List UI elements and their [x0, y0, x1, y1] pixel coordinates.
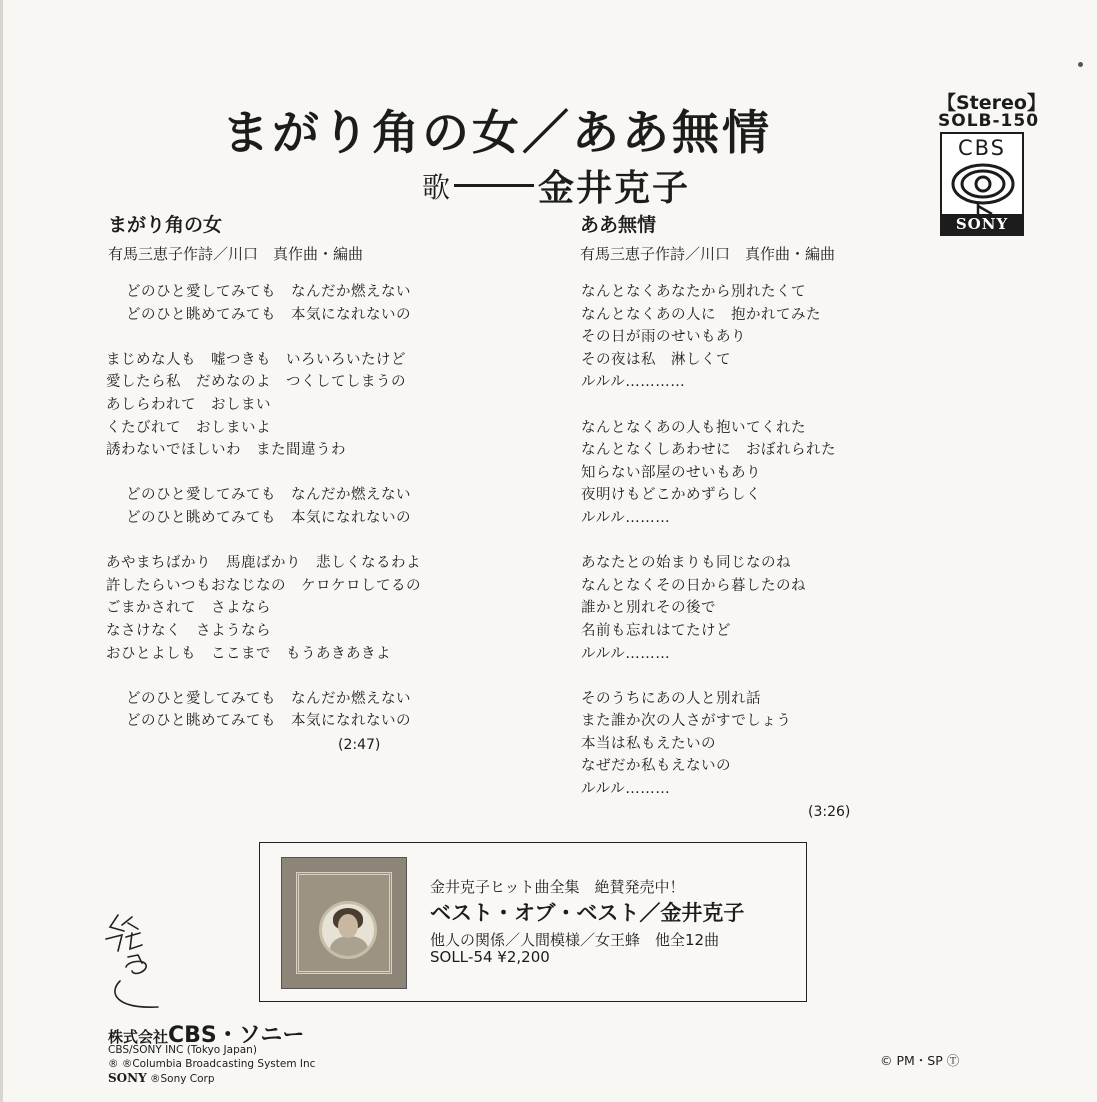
lyric-line: なんとなくその日から暮したのね	[581, 577, 806, 594]
side-b-lyrics	[581, 281, 836, 801]
lyric-line: なんとなくあの人も抱いてくれた	[581, 419, 806, 436]
lyric-line: どのひと愛してみても なんだか燃えない	[126, 690, 411, 707]
copyright-mark: © PM・SP Ⓣ	[880, 1053, 960, 1068]
catalog-number: SOLB-150	[938, 111, 1040, 131]
side-b-title: ああ無情	[580, 214, 657, 236]
lyric-line: 名前も忘れはてたけど	[581, 622, 731, 639]
lyric-line: ルルル………	[581, 781, 671, 798]
lyric-line: おひとよしも ここまで もうあきあきよ	[106, 645, 391, 662]
company-name: CBS・ソニー	[168, 1023, 305, 1048]
lyric-line: 誰かと別れその後で	[581, 600, 716, 617]
side-b-duration: (3:26)	[808, 804, 851, 820]
lyric-line: 愛したら私 だめなのよ つくしてしまうの	[106, 374, 406, 391]
singer-name: 金井克子	[538, 168, 691, 209]
singer-credit	[422, 160, 690, 211]
stanza-gap	[106, 326, 421, 349]
corner-dot	[1078, 62, 1083, 67]
lyric-line: あしらわれて おしまい	[106, 396, 271, 413]
lyric-line: なさけなく さようなら	[106, 622, 271, 639]
side-a-lyrics	[106, 281, 421, 733]
side-a-credit: 有馬三恵子作詩／川口 真作曲・編曲	[108, 245, 364, 263]
cbs-logo-text: CBS	[957, 136, 1007, 160]
portrait-face	[338, 914, 358, 938]
lyric-line: どのひと眺めてみても 本気になれないの	[126, 306, 411, 323]
lyric-line: 夜明けもどこかめずらしく	[581, 487, 761, 504]
company-name-en: CBS/SONY INC (Tokyo Japan)	[108, 1044, 257, 1056]
ad-headline: 金井克子ヒット曲全集 絶賛発売中！	[430, 878, 685, 896]
uta-label: 歌	[422, 170, 451, 204]
lyric-line: なんとなくあなたから別れたくて	[581, 284, 806, 300]
lyric-line: 知らない部屋のせいもあり	[581, 464, 761, 481]
lyric-line: ルルル………	[581, 509, 671, 526]
lyric-line: ルルル…………	[581, 374, 686, 391]
cbs-sony-logo	[940, 132, 1024, 236]
side-a-title: まがり角の女	[108, 214, 223, 236]
lyric-line: あやまちばかり 馬鹿ばかり 悲しくなるわよ	[106, 555, 421, 572]
lyric-line: どのひと愛してみても なんだか燃えない	[126, 284, 411, 300]
lyric-line: 本当は私もえたいの	[581, 735, 716, 752]
lyric-line: その日が雨のせいもあり	[581, 329, 746, 346]
portrait-body	[330, 936, 368, 959]
lyric-line: なんとなくしあわせに おぼれられた	[581, 442, 836, 459]
lyric-line: なんとなくあの人に 抱かれてみた	[581, 306, 821, 323]
lyric-line: あなたとの始まりも同じなのね	[581, 555, 791, 572]
stanza-gap	[106, 530, 421, 553]
cbs-eye-icon	[948, 162, 1018, 214]
stanza-gap	[581, 665, 836, 688]
lyric-line: その夜は私 淋しくて	[581, 351, 731, 368]
sony-word: SONY	[108, 1071, 147, 1085]
album-cover-image	[281, 857, 407, 989]
stanza-gap	[106, 665, 421, 688]
album-cover-frame	[296, 872, 392, 974]
ad-album-title: ベスト・オブ・ベスト／金井克子	[430, 901, 745, 925]
sony-trademark	[108, 1071, 215, 1085]
lyric-line: どのひと眺めてみても 本気になれないの	[126, 713, 411, 730]
side-b-credit: 有馬三恵子作詩／川口 真作曲・編曲	[580, 245, 836, 263]
stanza-gap	[581, 394, 836, 417]
ad-catalog-price: SOLL‐54 ¥2,200	[430, 948, 550, 966]
stereo-label: 【Stereo】	[937, 92, 1046, 114]
portrait-medallion	[319, 901, 377, 959]
lyric-line: どのひと眺めてみても 本気になれないの	[126, 509, 411, 526]
lyric-line: どのひと愛してみても なんだか燃えない	[126, 487, 411, 504]
lyric-line: また誰か次の人さがすでしょう	[581, 713, 792, 730]
ad-track-list: 他人の関係／人間模様／女王蜂 他全12曲	[430, 931, 720, 949]
stanza-gap	[106, 462, 421, 485]
sony-corp-text: ®Sony Corp	[146, 1073, 215, 1085]
sony-logo-text: SONY	[942, 214, 1022, 234]
columbia-trademark: ® ®Columbia Broadcasting System Inc	[108, 1058, 316, 1070]
lyric-line: そのうちにあの人と別れ話	[581, 690, 761, 707]
lyric-line: ごまかされて さよなら	[106, 600, 271, 617]
company-prefix: 株式会社	[108, 1028, 169, 1046]
dash-rule	[454, 184, 534, 187]
lyric-line: 許したらいつもおなじなの ケロケロしてるの	[106, 577, 421, 594]
stanza-gap	[581, 530, 836, 553]
lyric-line: くたびれて おしまいよ	[106, 419, 271, 436]
lyric-line: なぜだか私もえないの	[581, 758, 731, 775]
handwritten-signature	[98, 905, 188, 1015]
lyric-line: 誘わないでほしいわ また間違うわ	[106, 442, 346, 459]
side-a-duration: (2:47)	[338, 737, 381, 753]
lyric-line: まじめな人も 嘘つきも いろいろいたけど	[106, 351, 406, 368]
lyric-line: ルルル………	[581, 645, 671, 662]
page-title: まがり角の女／ああ無情	[222, 106, 772, 161]
